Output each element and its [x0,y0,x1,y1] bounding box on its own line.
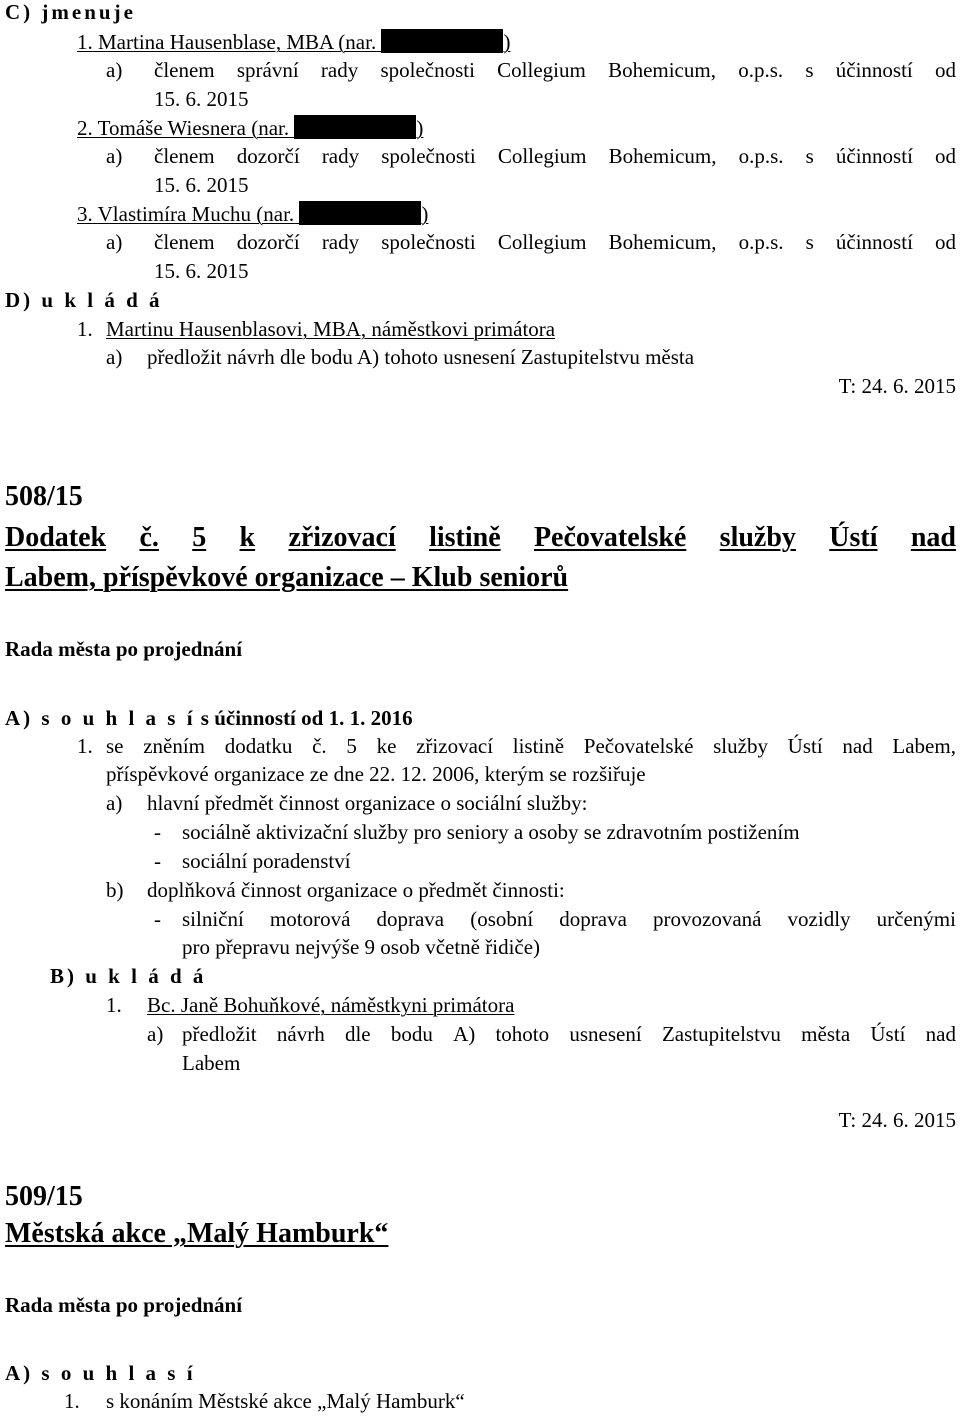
resolution-508-deadline: T: 24. 6. 2015 [838,1108,956,1132]
resolution-508-b-task-line1 [182,1021,956,1047]
task-word: návrh [276,1022,325,1046]
item-word: dodatku [224,734,293,758]
resolution-509-title: Městská akce „Malý Hamburk“ [5,1218,389,1249]
appointee-2-date: 15. 6. 2015 [154,173,249,197]
appointee-name-text: Vlastimíra Muchu (nar. [97,202,295,226]
resolution-509-number: 509/15 [5,1181,83,1212]
list-number: 3. [77,202,93,226]
appointee-1-sublabel: a) [106,58,123,82]
item-word: Labem, [892,734,956,758]
item-word: č. [312,734,327,758]
bullet-word: doprava [559,907,627,931]
resolution-508-item-line1 [106,733,956,759]
role-word: Collegium [497,230,587,254]
section-d-task: předložit návrh dle bodu A) tohoto usnesení Zastupitelstvu města [147,345,695,369]
item-word: zněním [143,734,206,758]
task-word: nad [925,1022,956,1046]
appointee-name-text: Tomáše Wiesnera (nar. [97,116,290,140]
approves-label: A) s o u h l a s í [5,706,196,730]
resolution-508-b-person: Bc. Janě Bohuňkové, náměstkyni primátora [147,993,515,1017]
bullet-word: určenými [876,907,956,931]
bullet-b1-line1 [182,906,956,932]
role-word: rady [321,144,360,168]
appointee-3-role [154,229,956,255]
effective-date: s účinností od 1. 1. 2016 [200,706,413,730]
title-word: zřizovací [288,522,396,553]
role-word: Bohemicum, [608,144,717,168]
role-word: účinností [835,58,913,82]
role-word: účinností [835,230,913,254]
resolution-508-a-heading [5,705,413,731]
resolution-508-b-task-line2: Labem [182,1051,241,1075]
resolution-509-item: s konáním Městské akce „Malý Hamburk“ [106,1389,465,1413]
resolution-508-item-line2: příspěvkové organizace ze dne 22. 12. 2006, kterým se rozšiřuje [106,762,646,786]
role-word: společnosti [381,144,476,168]
resolution-509-a-heading: A) s o u h l a s í [5,1361,196,1385]
role-word: Collegium [497,58,586,82]
resolution-508-b-num: 1. [106,993,122,1017]
bullet-word: motorová [269,907,351,931]
section-d-heading: D) u k l á d á [5,288,163,312]
resolution-508-title-line1 [5,521,956,555]
title-word: nad [910,522,956,553]
resolution-508-item-num: 1. [77,734,93,758]
bullet-word: doprava [376,907,445,931]
appointee-1-role [154,57,956,83]
role-word: Bohemicum, [608,230,717,254]
task-word: Zastupitelstvu [661,1022,781,1046]
resolution-509-rada: Rada města po projednání [5,1293,243,1317]
bullet-word: silniční [182,907,244,931]
resolution-509-item-num: 1. [64,1389,80,1413]
role-word: členem [154,144,215,168]
item-word: 5 [346,734,357,758]
role-word: rady [321,230,360,254]
task-word: usnesení [569,1022,642,1046]
resolution-508-number: 508/15 [5,481,83,512]
resolution-508-b-heading: B) u k l á d á [50,964,207,988]
item-word: ke [376,734,397,758]
appointee-3-sublabel: a) [106,230,123,254]
title-word: 5 [192,522,207,553]
role-word: členem [154,58,215,82]
section-d-deadline: T: 24. 6. 2015 [838,374,956,398]
role-word: od [935,144,956,168]
appointee-1-name: 1. Martina Hausenblase, MBA (nar. ) [77,30,511,54]
title-word: č. [139,522,159,553]
resolution-508-rada: Rada města po projednání [5,637,243,661]
bullet-b1-line2: pro přepravu nejvýše 9 osob včetně řidiče) [182,935,541,959]
item-word: se [106,734,124,758]
role-word: dozorčí [236,144,300,168]
task-word: tohoto [495,1022,550,1046]
role-word: o.p.s. [738,58,784,82]
title-word: Ústí [829,522,878,553]
title-word: Dodatek [5,522,107,553]
appointee-3-date: 15. 6. 2015 [154,259,249,283]
task-word: Ústí [870,1022,906,1046]
section-d-person: Martinu Hausenblasovi, MBA, náměstkovi primátora [106,317,556,341]
redaction-block [381,29,503,53]
appointee-2-sublabel: a) [106,144,123,168]
role-word: od [935,230,956,254]
role-word: o.p.s. [738,144,784,168]
appointee-2-name: 2. Tomáše Wiesnera (nar. ) [77,116,424,140]
role-word: rady [320,58,359,82]
role-word: společnosti [380,58,475,82]
subitem-b-label: b) [106,878,124,902]
task-word: města [801,1022,851,1046]
role-word: o.p.s. [738,230,784,254]
resolution-508-title-line2: Labem, příspěvkové organizace – Klub seniorů [5,562,569,593]
section-c-heading: C) jmenuje [5,0,136,24]
role-word: účinností [835,144,913,168]
bullet-word: (osobní [470,907,534,931]
list-number: 1. [77,30,93,54]
task-word: předložit [182,1022,257,1046]
role-word: s [805,230,814,254]
section-d-task-label: a) [106,345,123,369]
bullet-word: provozovaná [653,907,762,931]
item-word: Ústí [787,734,823,758]
subitem-b-text: doplňková činnost organizace o předmět činnosti: [147,878,565,902]
task-word: bodu [390,1022,433,1046]
appointee-2-role [154,143,956,169]
bullet-dash: - [154,907,161,931]
role-word: s [805,144,814,168]
section-d-item-num: 1. [77,317,93,341]
item-word: služby [713,734,768,758]
role-word: členem [154,230,215,254]
bullet-dash: - [154,849,161,873]
appointee-3-name: 3. Vlastimíra Muchu (nar. ) [77,202,429,226]
bullet-a1: sociálně aktivizační služby pro seniory a osoby se zdravotním postižením [182,820,800,844]
list-number: 2. [77,116,93,140]
role-word: od [934,58,956,82]
title-word: k [239,522,256,553]
redaction-block [294,115,416,139]
task-word: A) [453,1022,476,1046]
role-word: s [805,58,814,82]
redaction-block [299,201,421,225]
resolution-508-b-task-label: a) [147,1022,164,1046]
title-word: služby [719,522,796,553]
role-word: Bohemicum, [608,58,716,82]
title-word: Pečovatelské [533,522,687,553]
item-word: Pečovatelské [583,734,694,758]
title-word: listině [429,522,501,553]
role-word: dozorčí [236,230,300,254]
bullet-a2: sociální poradenství [182,849,351,873]
bullet-word: vozidly [787,907,851,931]
role-word: společnosti [381,230,476,254]
role-word: správní [236,58,299,82]
subitem-a-text: hlavní předmět činnost organizace o sociální služby: [147,791,588,815]
item-word: listině [512,734,565,758]
appointee-name-text: Martina Hausenblase, MBA (nar. [98,30,377,54]
appointee-1-date: 15. 6. 2015 [154,87,249,111]
role-word: Collegium [497,144,587,168]
item-word: nad [842,734,873,758]
item-word: zřizovací [416,734,494,758]
task-word: dle [344,1022,371,1046]
bullet-dash: - [154,820,161,844]
subitem-a-label: a) [106,791,123,815]
